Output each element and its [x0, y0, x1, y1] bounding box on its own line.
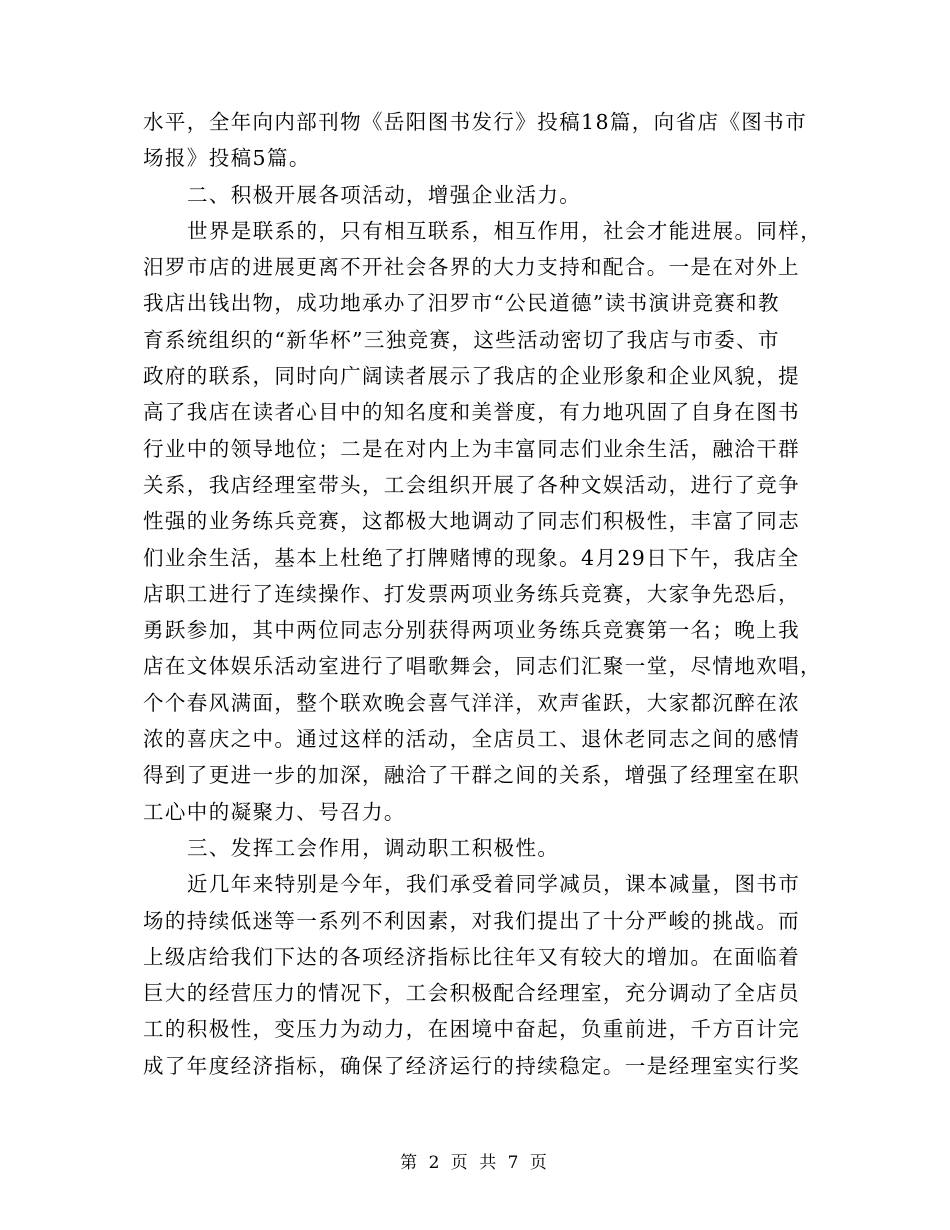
text-line: 高了我店在读者心目中的知名度和美誉度，有力地巩固了自身在图书 [143, 400, 800, 425]
text-line: 上级店给我们下达的各项经济指标比往年又有较大的增加。在面临着 [143, 944, 800, 969]
text-line: 店职工进行了连续操作、打发票两项业务练兵竞赛，大家争先恐后， [143, 581, 800, 606]
text-line: 行业中的领导地位；二是在对内上为丰富同志们业余生活，融洽干群 [143, 436, 800, 461]
text-line: 个个春风满面，整个联欢晚会喜气洋洋，欢声雀跃，大家都沉醉在浓 [143, 690, 800, 715]
text-line: 近几年来特别是今年，我们承受着同学减员，课本减量，图书市 [187, 872, 801, 897]
document-body [143, 104, 823, 1084]
text-line: 店在文体娱乐活动室进行了唱歌舞会，同志们汇聚一堂，尽情地欢唱， [143, 654, 822, 679]
body-text [143, 104, 823, 1084]
text-line: 关系，我店经理室带头，工会组织开展了各种文娱活动，进行了竞争 [143, 472, 800, 497]
text-line: 我店出钱出物，成功地承办了汨罗市“公民道德”读书演讲竞赛和教 [143, 291, 780, 316]
text-line: 成了年度经济指标，确保了经济运行的持续稳定。一是经理室实行奖 [143, 1053, 800, 1078]
text-line: 工心中的凝聚力、号召力。 [143, 799, 406, 824]
text-line: 性强的业务练兵竞赛，这都极大地调动了同志们积极性，丰富了同志 [143, 509, 800, 534]
text-line: 场报》投稿5篇。 [143, 146, 311, 171]
page-footer: 第 2 页 共 7 页 [400, 1153, 550, 1173]
text-line: 浓的喜庆之中。通过这样的活动，全店员工、退休老同志之间的感情 [143, 727, 800, 752]
text-line: 育系统组织的“新华杯”三独竞赛，这些活动密切了我店与市委、市 [143, 327, 780, 352]
text-line: 得到了更进一步的加深，融洽了干群之间的关系，增强了经理室在职 [143, 763, 800, 788]
text-line: 们业余生活，基本上杜绝了打牌赌博的现象。4月29日下午，我店全 [143, 545, 800, 570]
text-line: 汨罗市店的进展更离不开社会各界的大力支持和配合。一是在对外上 [143, 255, 800, 280]
text-line: 场的持续低迷等一系列不利因素，对我们提出了十分严峻的挑战。而 [143, 908, 800, 933]
text-line: 工的积极性，变压力为动力，在困境中奋起，负重前进，千方百计完 [143, 1017, 800, 1042]
text-line: 勇跃参加，其中两位同志分别获得两项业务练兵竞赛第一名；晚上我 [143, 618, 800, 643]
text-line: 巨大的经营压力的情况下，工会积极配合经理室，充分调动了全店员 [143, 981, 800, 1006]
text-line: 三、发挥工会作用，调动职工积极性。 [187, 835, 560, 860]
text-line: 二、积极开展各项活动，增强企业活力。 [187, 182, 582, 207]
text-line: 世界是联系的，只有相互联系，相互作用，社会才能进展。同样， [187, 218, 823, 243]
text-line: 水平，全年向内部刊物《岳阳图书发行》投稿18篇，向省店《图书市 [143, 110, 807, 134]
text-line: 政府的联系，同时向广阔读者展示了我店的企业形象和企业风貌，提 [143, 364, 800, 389]
